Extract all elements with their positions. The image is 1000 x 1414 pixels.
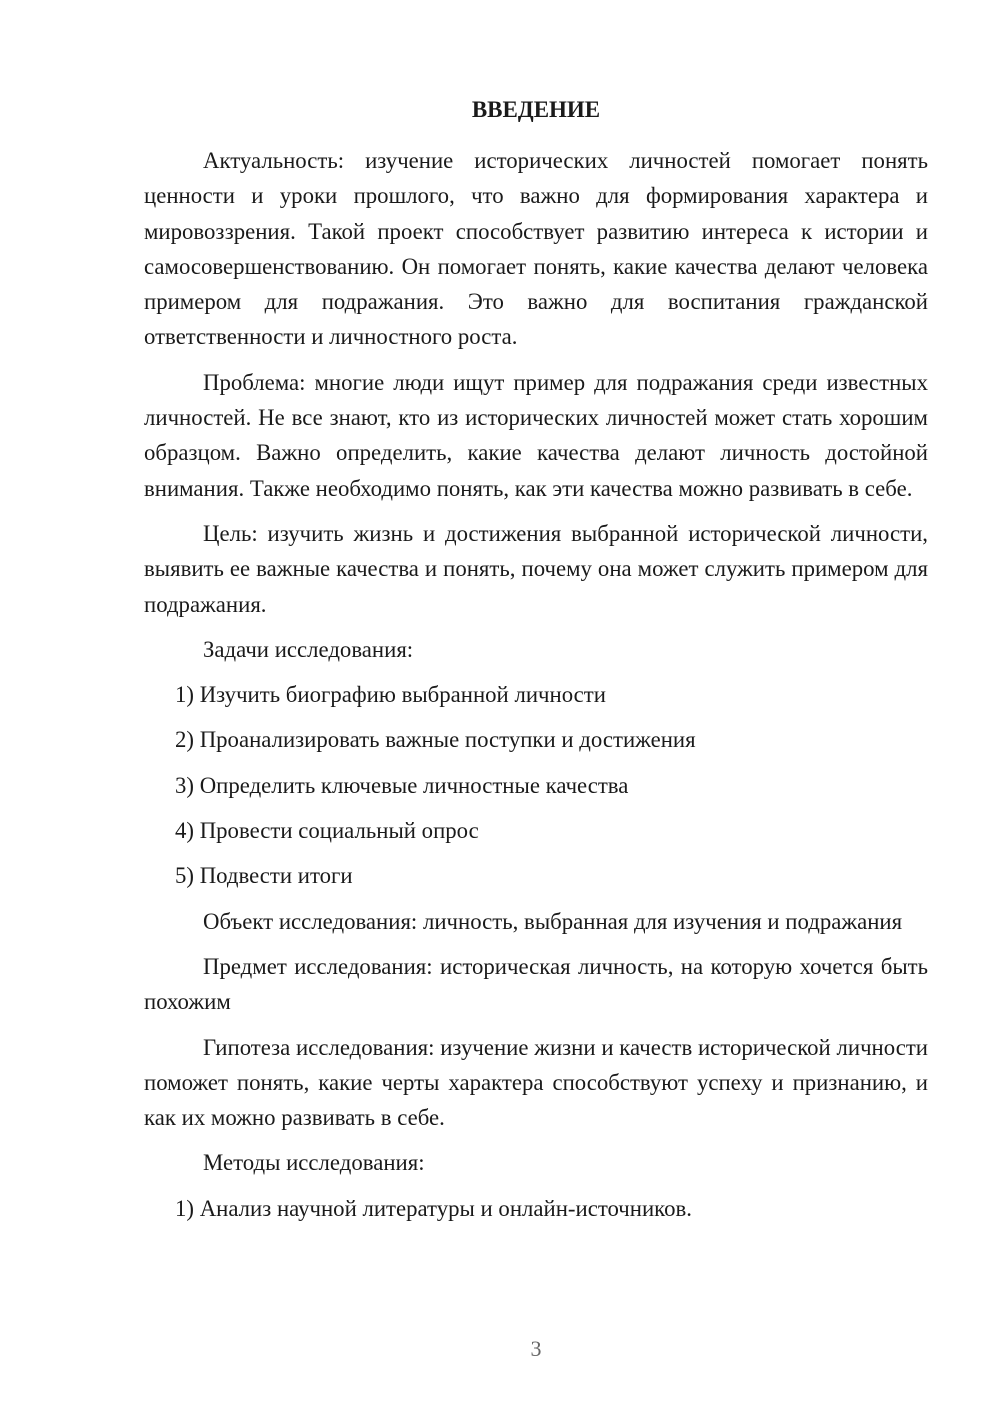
relevance-paragraph: Актуальность: изучение исторических личностей помогает понять ценности и уроки прошлого, что важно для формирования характера и мировоззрения. Такой проект способствует развитию интереса к истории и самосовершенствованию. Он помогает понять, какие качества делают человека примером для подражания. Это важно для воспитания гражданской ответственности и личностного роста.	[144, 148, 928, 350]
goal-paragraph: Цель: изучить жизнь и достижения выбранной исторической личности, выявить ее важные качества и понять, почему она может служить примером для подражания.	[144, 520, 928, 617]
methods-heading: Методы исследования:	[203, 1150, 425, 1176]
problem-paragraph: Проблема: многие люди ищут пример для подражания среди известных личностей. Не все знают, кто из исторических личностей может стать хорошим образцом. Важно определить, какие качества делают личность достойной внимания. Также необходимо понять, как эти качества можно развивать в себе.	[144, 369, 928, 501]
task-item: 4) Провести социальный опрос	[175, 818, 479, 844]
method-item: 1) Анализ научной литературы и онлайн-источников.	[175, 1195, 692, 1221]
tasks-heading: Задачи исследования:	[203, 636, 414, 662]
task-item: 3) Определить ключевые личностные качества	[175, 772, 629, 798]
document-body	[144, 143, 928, 1236]
hypothesis-paragraph: Гипотеза исследования: изучение жизни и качеств исторической личности поможет понять, какие черты характера способствуют успеху и признанию, и как их можно развивать в себе.	[144, 1034, 928, 1131]
task-item: 2) Проанализировать важные поступки и достижения	[175, 727, 696, 753]
subject-paragraph: Предмет исследования: историческая личность, на которую хочется быть похожим	[144, 953, 928, 1015]
object-paragraph: Объект исследования: личность, выбранная для изучения и подражания	[203, 908, 903, 934]
page-number: 3	[530, 1336, 542, 1361]
task-item: 5) Подвести итоги	[175, 863, 353, 889]
page-title: ВВЕДЕНИЕ	[471, 97, 601, 122]
task-item: 1) Изучить биографию выбранной личности	[175, 682, 606, 708]
